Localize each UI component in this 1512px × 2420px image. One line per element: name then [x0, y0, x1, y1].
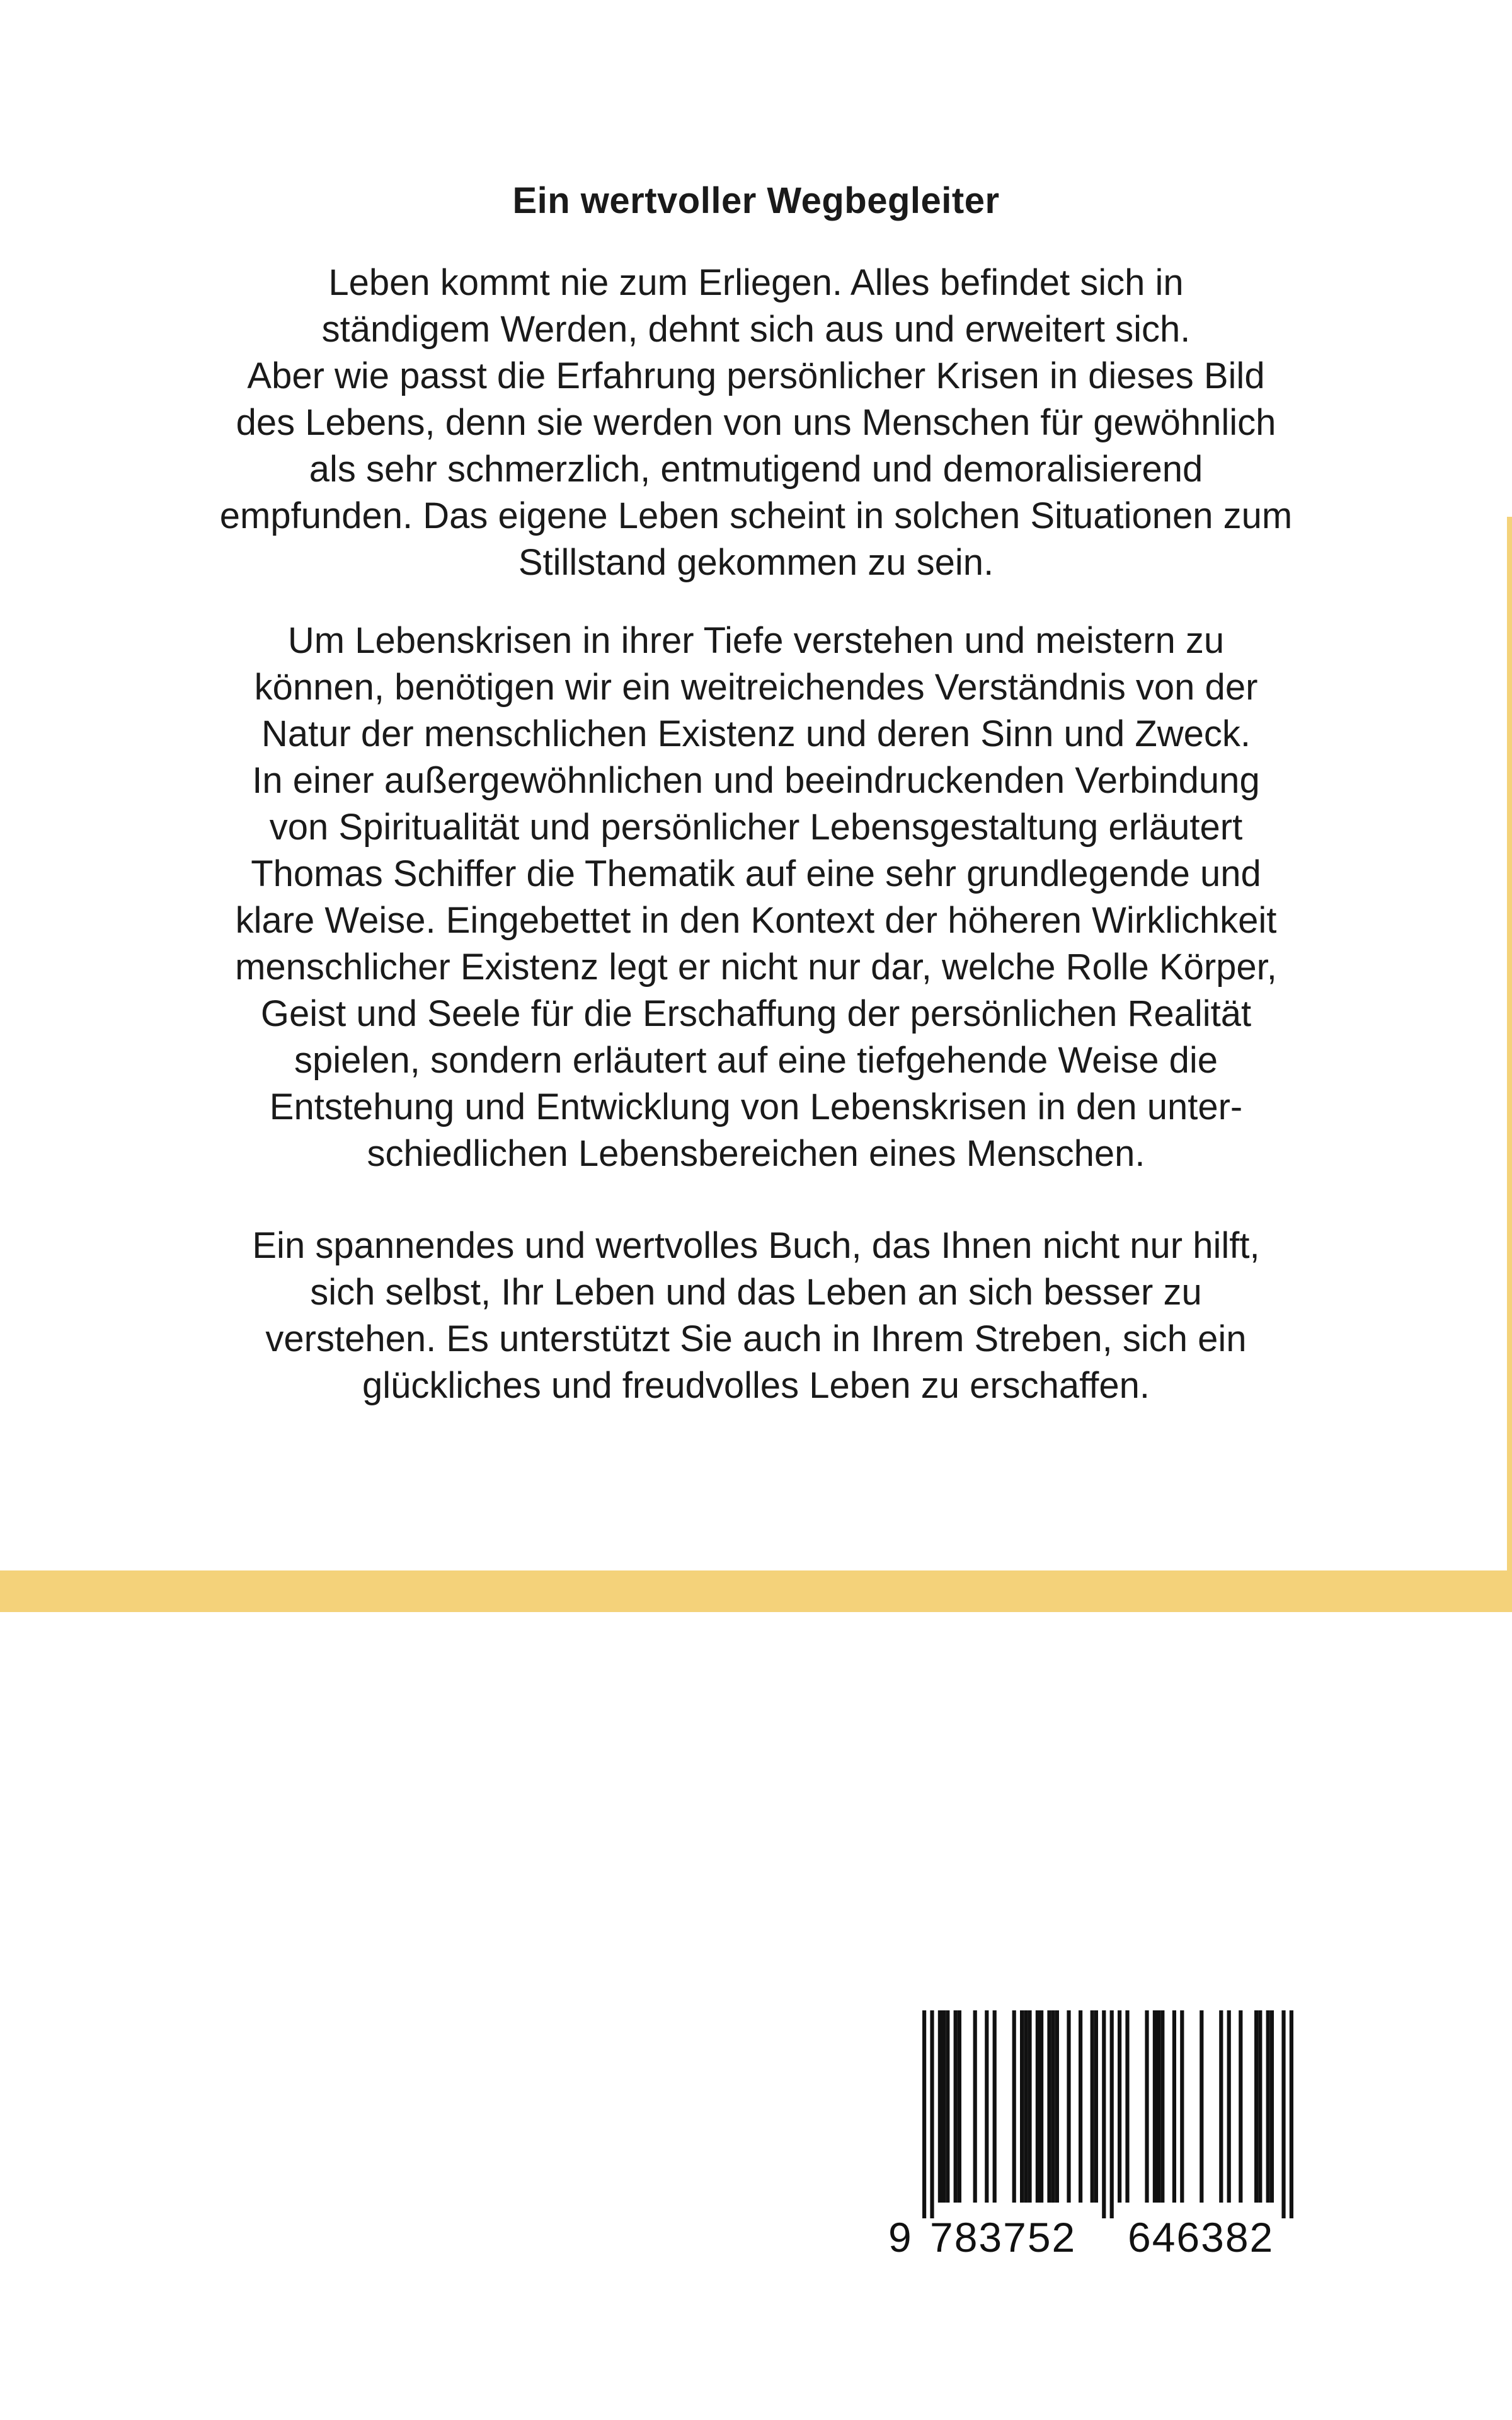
- barcode-bar: [946, 2010, 949, 2203]
- barcode-left-group: 783752: [930, 2214, 1077, 2261]
- text-line: glückliches und freudvolles Leben zu erschaffen.: [362, 1365, 1150, 1406]
- text-line: Thomas Schiffer die Thematik auf eine sehr grundlegende und: [251, 853, 1261, 894]
- barcode-bar: [1079, 2010, 1082, 2203]
- barcode-bar: [1036, 2010, 1040, 2203]
- text-line: schiedlichen Lebensbereichen eines Menschen.: [367, 1133, 1145, 1174]
- text-line: Ein spannendes und wertvolles Buch, das Ihnen nicht nur hilft,: [252, 1225, 1260, 1266]
- barcode-bar: [942, 2010, 946, 2203]
- barcode-bar: [1200, 2010, 1203, 2203]
- text-line: können, benötigen wir ein weitreichendes Verständnis von der: [254, 667, 1258, 708]
- barcode-bar: [1012, 2010, 1016, 2203]
- barcode-bar: [973, 2010, 977, 2203]
- barcode-bar: [1102, 2010, 1106, 2218]
- right-edge-accent: [1507, 517, 1512, 1588]
- text-line: Um Lebenskrisen in ihrer Tiefe verstehen und meistern zu: [287, 620, 1225, 661]
- text-line: als sehr schmerzlich, entmutigend und demoralisierend: [309, 449, 1203, 490]
- barcode-bar: [1290, 2010, 1293, 2218]
- barcode-bar: [1055, 2010, 1059, 2203]
- barcode-first-digit: 9: [888, 2214, 913, 2261]
- barcode-bar: [1020, 2010, 1024, 2203]
- text-line: Stillstand gekommen zu sein.: [518, 542, 994, 583]
- blurb-paragraph-2: [151, 618, 1361, 1177]
- text-line: spielen, sondern erläutert auf eine tiefgehende Weise die: [294, 1040, 1218, 1081]
- text-line: menschlicher Existenz legt er nicht nur dar, welche Rolle Körper,: [235, 947, 1277, 988]
- text-line: klare Weise. Eingebettet in den Kontext der höheren Wirklichkeit: [235, 900, 1277, 941]
- barcode-bar: [1024, 2010, 1028, 2203]
- text-line: Entstehung und Entwicklung von Lebenskrisen in den unter-: [269, 1086, 1243, 1127]
- text-line: von Spiritualität und persönlicher Lebensgestaltung erläutert: [269, 807, 1243, 848]
- text-line: des Lebens, denn sie werden von uns Menschen für gewöhnlich: [236, 402, 1276, 443]
- barcode-bar: [1180, 2010, 1184, 2203]
- text-line: In einer außergewöhnlichen und beeindruckenden Verbindung: [252, 760, 1260, 801]
- barcode-bar: [930, 2010, 934, 2218]
- barcode-bar: [1266, 2010, 1270, 2203]
- barcode-bar: [1153, 2010, 1157, 2203]
- barcode-bar: [993, 2010, 997, 2203]
- text-line: verstehen. Es unterstützt Sie auch in Ihrem Streben, sich ein: [265, 1318, 1247, 1359]
- barcode-bar: [954, 2010, 958, 2203]
- text-line: empfunden. Das eigene Leben scheint in solchen Situationen zum: [219, 495, 1293, 536]
- text-line: ständigem Werden, dehnt sich aus und erweitert sich.: [321, 309, 1191, 350]
- barcode-bar: [1145, 2010, 1148, 2203]
- blurb-paragraph-1: [151, 260, 1361, 586]
- barcode-bar: [1239, 2010, 1242, 2203]
- barcode-bar: [1047, 2010, 1051, 2203]
- barcode-bar: [1091, 2010, 1094, 2203]
- barcode-bar: [1094, 2010, 1098, 2203]
- barcode-bar: [985, 2010, 988, 2203]
- barcode-bar: [1110, 2010, 1114, 2218]
- barcode-bar: [1067, 2010, 1070, 2203]
- barcode-digits: [888, 2213, 1342, 2264]
- barcode-bar: [1118, 2010, 1121, 2203]
- text-line: sich selbst, Ihr Leben und das Leben an sich besser zu: [310, 1272, 1202, 1313]
- isbn-barcode: [888, 2010, 1342, 2275]
- blurb-paragraph-3: [151, 1223, 1361, 1409]
- text-line: Natur der menschlichen Existenz und deren Sinn und Zweck.: [261, 713, 1251, 754]
- text-line: Geist und Seele für die Erschaffung der persönlichen Realität: [260, 993, 1252, 1034]
- blurb-title: Ein wertvoller Wegbegleiter: [512, 180, 1000, 221]
- barcode-bar: [1028, 2010, 1031, 2203]
- barcode-bar: [1157, 2010, 1160, 2203]
- accent-band: [0, 1570, 1512, 1612]
- barcode-bar: [1051, 2010, 1055, 2203]
- barcode-bar: [1160, 2010, 1164, 2203]
- barcode-bar: [1219, 2010, 1223, 2203]
- barcode-bar: [922, 2010, 926, 2218]
- barcode-bars: [888, 2010, 1342, 2218]
- barcode-bar: [1254, 2010, 1258, 2203]
- barcode-bar: [1172, 2010, 1176, 2203]
- barcode-bar: [1040, 2010, 1043, 2203]
- text-line: Aber wie passt die Erfahrung persönlicher Krisen in dieses Bild: [247, 355, 1265, 396]
- barcode-bar: [1281, 2010, 1285, 2218]
- barcode-bar: [1125, 2010, 1129, 2203]
- barcode-bar: [1227, 2010, 1231, 2203]
- barcode-bar: [958, 2010, 961, 2203]
- barcode-bar: [1258, 2010, 1262, 2203]
- barcode-right-group: 646382: [1128, 2214, 1274, 2261]
- barcode-bar: [1270, 2010, 1274, 2203]
- barcode-bar: [938, 2010, 942, 2203]
- text-line: Leben kommt nie zum Erliegen. Alles befindet sich in: [328, 262, 1184, 303]
